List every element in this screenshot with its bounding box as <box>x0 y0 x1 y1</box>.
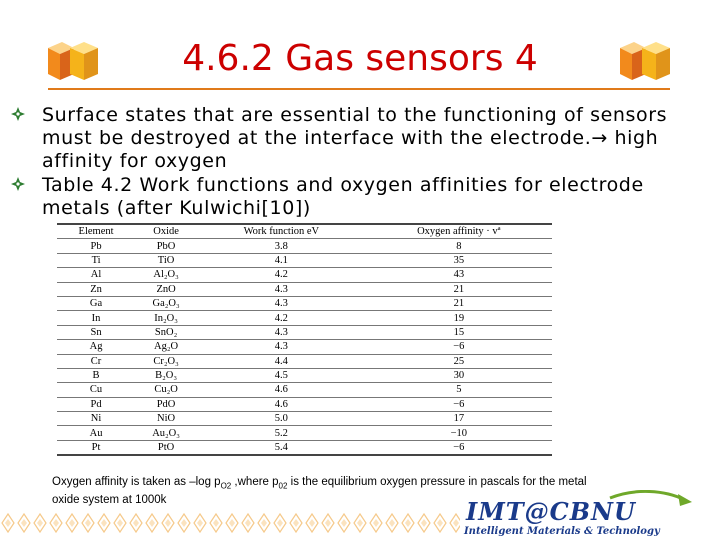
table-cell: Al₂O₃ <box>135 268 197 282</box>
table-cell: 30 <box>366 368 552 382</box>
bullet-text: Surface states that are essential to the functioning of sensors must be destroyed at the interface with the electrode.→ high affinity for oxygen <box>42 104 668 172</box>
table-cell: 4.2 <box>197 311 366 325</box>
table-cell: 25 <box>366 354 552 368</box>
table-cell: Au <box>57 426 135 440</box>
column-header: Oxygen affinity · vª <box>366 224 552 239</box>
diamond-bullet-icon <box>10 176 26 192</box>
table-cell: Pb <box>57 239 135 253</box>
table-cell: NiO <box>135 412 197 426</box>
table-cell: 4.3 <box>197 340 366 354</box>
table-row <box>57 340 552 354</box>
table-cell: 21 <box>366 296 552 310</box>
table-cell: B <box>57 368 135 382</box>
table-row <box>57 440 552 455</box>
table-cell: 4.6 <box>197 383 366 397</box>
diamond-bullet-icon <box>10 106 26 122</box>
table-cell: B₂O₃ <box>135 368 197 382</box>
table-cell: 4.3 <box>197 282 366 296</box>
table-header-row <box>57 224 552 239</box>
table-row <box>57 239 552 253</box>
footnote-text: is the equilibrium oxygen pressure in pascals for the metal <box>287 476 587 488</box>
table-cell: 5.4 <box>197 440 366 455</box>
table-cell: 8 <box>366 239 552 253</box>
column-header: Oxide <box>135 224 197 239</box>
table-cell: 4.1 <box>197 253 366 267</box>
table-cell: Pd <box>57 397 135 411</box>
footnote-text: Oxygen affinity is taken as –log p <box>52 476 221 488</box>
table-cell: 35 <box>366 253 552 267</box>
table-cell: PbO <box>135 239 197 253</box>
table-cell: −6 <box>366 397 552 411</box>
bullet-item <box>10 174 710 220</box>
table-cell: 4.5 <box>197 368 366 382</box>
table-row <box>57 426 552 440</box>
table-row <box>57 368 552 382</box>
table-cell: Cr₂O₃ <box>135 354 197 368</box>
table-cell: 4.2 <box>197 268 366 282</box>
table-cell: 17 <box>366 412 552 426</box>
table-cell: SnO₂ <box>135 325 197 339</box>
table-cell: Au₂O₃ <box>135 426 197 440</box>
table-row <box>57 296 552 310</box>
column-header: Work function eV <box>197 224 366 239</box>
table-cell: Sn <box>57 325 135 339</box>
bullet-list <box>10 104 710 221</box>
footnote-text: oxide system at 1000k <box>52 494 167 507</box>
bullet-text: Table 4.2 Work functions and oxygen affinities for electrode metals (after Kulwichi[10]) <box>42 174 644 219</box>
table-cell: 5 <box>366 383 552 397</box>
column-header: Element <box>57 224 135 239</box>
table-cell: Cr <box>57 354 135 368</box>
logo-tagline-text: Intelligent Materials & Technology <box>464 526 660 537</box>
work-function-table <box>57 223 552 465</box>
table-cell: 5.2 <box>197 426 366 440</box>
footnote-text: ,where p <box>231 476 279 488</box>
table-cell: In <box>57 311 135 325</box>
table-cell: 5.0 <box>197 412 366 426</box>
title-divider <box>48 88 670 90</box>
table-cell: Al <box>57 268 135 282</box>
table-row <box>57 282 552 296</box>
table-cell: Ag <box>57 340 135 354</box>
table-cell: ZnO <box>135 282 197 296</box>
table-row <box>57 325 552 339</box>
table-cell: −6 <box>366 340 552 354</box>
table-cell: Ti <box>57 253 135 267</box>
table-cell: 21 <box>366 282 552 296</box>
table-cell: 15 <box>366 325 552 339</box>
table-cell: Ag₂O <box>135 340 197 354</box>
table-cell: 3.8 <box>197 239 366 253</box>
diamond-pattern-footer <box>0 512 460 534</box>
logo-brand-text: IMT@CBNU <box>466 497 636 526</box>
table-cell: 4.3 <box>197 296 366 310</box>
table-cell: −6 <box>366 440 552 455</box>
footnote-subscript: 02 <box>278 481 288 491</box>
table-cell: Ga <box>57 296 135 310</box>
table-cell: Zn <box>57 282 135 296</box>
table-row <box>57 354 552 368</box>
table-row <box>57 253 552 267</box>
slide-title: 4.6.2 Gas sensors 4 <box>182 38 538 79</box>
imt-cbnu-logo <box>460 490 715 538</box>
table-row <box>57 412 552 426</box>
table-cell: 4.3 <box>197 325 366 339</box>
table-cell: Pt <box>57 440 135 455</box>
table-row <box>57 397 552 411</box>
table-row <box>57 311 552 325</box>
table-row <box>57 383 552 397</box>
table-cell: TiO <box>135 253 197 267</box>
table-cell: 19 <box>366 311 552 325</box>
table-cell: PtO <box>135 440 197 455</box>
table-cell: Ni <box>57 412 135 426</box>
table-cell: PdO <box>135 397 197 411</box>
table-cell: In₂O₃ <box>135 311 197 325</box>
table-cell: 4.6 <box>197 397 366 411</box>
table-cell: −10 <box>366 426 552 440</box>
table-cell: 43 <box>366 268 552 282</box>
table-row <box>57 268 552 282</box>
logo-graphic <box>460 490 715 538</box>
table-cell: Cu <box>57 383 135 397</box>
footnote-subscript: O2 <box>220 481 232 491</box>
table-cell: Cu₂O <box>135 383 197 397</box>
table-cell: Ga₂O₃ <box>135 296 197 310</box>
bullet-item <box>10 104 710 173</box>
table-cell: 4.4 <box>197 354 366 368</box>
